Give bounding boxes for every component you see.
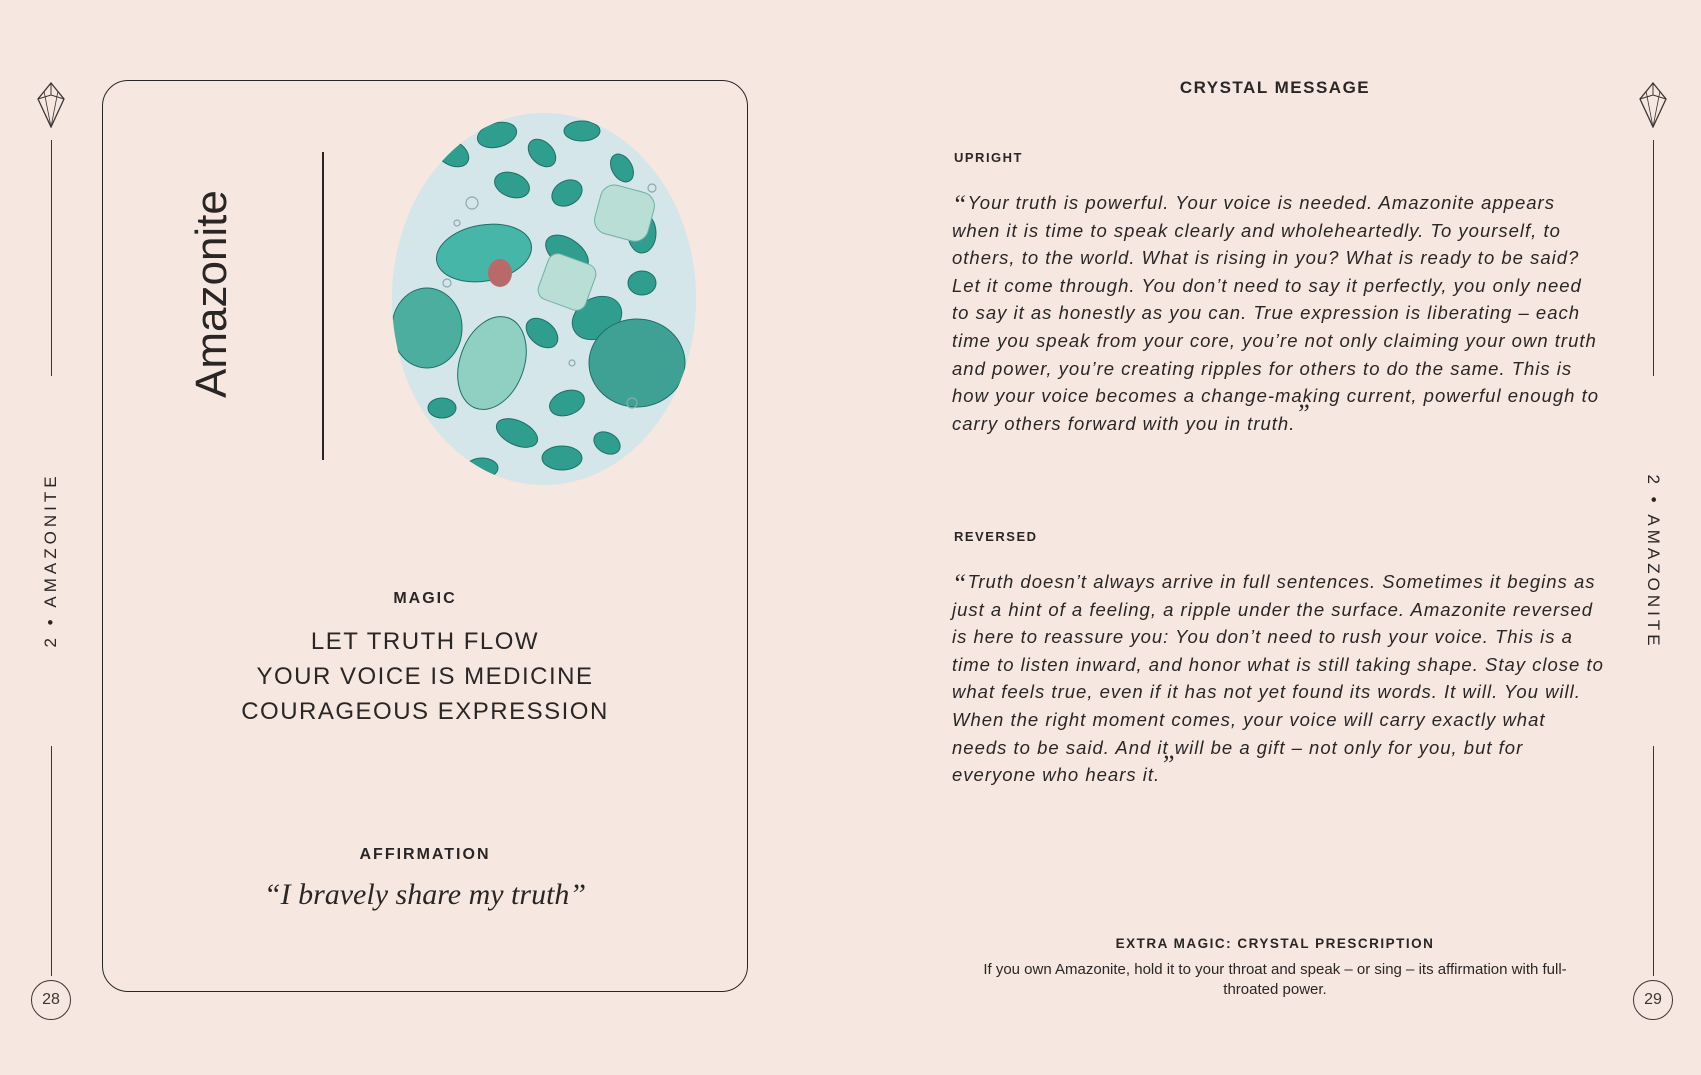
page-number-right: 29 bbox=[1633, 980, 1673, 1020]
card-divider bbox=[322, 152, 324, 460]
magic-line: LET TRUTH FLOW bbox=[310, 628, 540, 655]
left-rail-line-top bbox=[51, 140, 52, 376]
close-quote: ” bbox=[1160, 750, 1176, 780]
extra-magic-heading: EXTRA MAGIC: CRYSTAL PRESCRIPTION bbox=[1115, 936, 1435, 951]
open-quote: “ bbox=[952, 190, 968, 219]
right-rail-line-top bbox=[1653, 140, 1654, 376]
reversed-text bbox=[952, 568, 1604, 789]
magic-line: COURAGEOUS EXPRESSION bbox=[241, 698, 609, 725]
affirmation-heading: AFFIRMATION bbox=[359, 846, 491, 863]
crystal-gem-icon bbox=[36, 82, 66, 128]
crystal-message-title: CRYSTAL MESSAGE bbox=[1179, 78, 1371, 97]
magic-line: YOUR VOICE IS MEDICINE bbox=[256, 663, 594, 690]
reversed-heading: REVERSED bbox=[954, 529, 1038, 544]
amazonite-photo bbox=[392, 113, 696, 485]
upright-heading: UPRIGHT bbox=[954, 150, 1023, 165]
running-label-left: 2 • AMAZONITE bbox=[41, 472, 60, 648]
magic-list bbox=[102, 624, 748, 729]
upright-body: Your truth is powerful. Your voice is needed. Amazonite appears when it is time to speak clearly and wholeheartedly. To yourself, to others, to the world. What is rising in you? What is ready to be said? Let it come through. You don’t need to say it perfectly, you only need to say it as honestly as you can. True expression is liberating – each time you speak from your core, you’re not only claiming your own truth and power, you’re creating ripples for others to do the same. This is how your voice becomes a change-making current, powerful enough to carry others forward with you in truth. bbox=[952, 192, 1600, 434]
open-quote: “ bbox=[952, 569, 968, 598]
upright-text bbox=[952, 189, 1604, 437]
magic-heading: MAGIC bbox=[393, 590, 457, 607]
right-rail-line-bottom bbox=[1653, 746, 1654, 976]
affirmation-text: “I bravely share my truth” bbox=[263, 878, 587, 911]
left-rail-line-bottom bbox=[51, 746, 52, 976]
reversed-body: Truth doesn’t always arrive in full sentences. Sometimes it begins as just a hint of a feeling, a ripple under the surface. Amazonite reversed is here to reassure you: You don’t need to rush your voice. This is a time to listen inward, and honor what is still taking shape. Stay close to what feels true, even if it has not yet found its words. It will. You will. When the right moment comes, your voice will carry exactly what needs to be said. And it will be a gift – not only for you, but for everyone who hears it. bbox=[952, 571, 1604, 786]
card-title: Amazonite bbox=[187, 190, 236, 398]
page-number-left: 28 bbox=[31, 980, 71, 1020]
close-quote: ” bbox=[1295, 398, 1311, 428]
extra-magic-text: If you own Amazonite, hold it to your throat and speak – or sing – its affirmation with full-throated power. bbox=[983, 961, 1567, 998]
running-label-right: 2 • AMAZONITE bbox=[1644, 474, 1663, 650]
